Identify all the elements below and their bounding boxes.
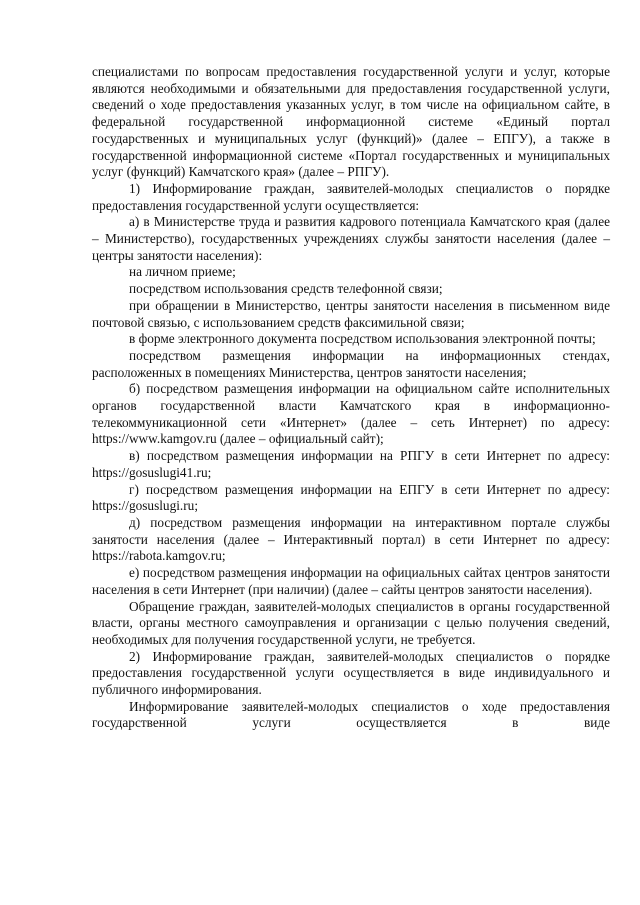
document-body [92,64,610,732]
paragraph: 2) Информирование граждан, заявителей-молодых специалистов о порядке предоставления государственной услуги осуществляется в виде индивидуального и публичного информирования. [92,648,610,698]
paragraph: посредством размещения информации на информационных стендах, расположенных в помещениях Министерства, центров занятости населения; [92,347,610,380]
paragraph: специалистами по вопросам предоставления государственной услуги и услуг, которые являются необходимыми и обязательными для предоставления государственной услуги, сведений о ходе предоставления указанных услуг, в том числе на официальном сайте, в федеральной государственной информационной системе «Единый портал государственных и муниципальных услуг (функций)» (далее – ЕПГУ), а также в государственной информационной системе «Портал государственных и муниципальных услуг (функций) Камчатского края» (далее – РПГУ). [92,64,610,180]
paragraph: Обращение граждан, заявителей-молодых специалистов в органы государственной власти, органы местного самоуправления и организации с целью получения сведений, необходимых для получения государственной услуги, не требуется. [92,598,610,647]
paragraph: при обращении в Министерство, центры занятости населения в письменном виде почтовой связью, с использованием средств факсимильной связи; [92,297,610,330]
paragraph: е) посредством размещения информации на официальных сайтах центров занятости населения в сети Интернет (при наличии) (далее – сайты центров занятости населения). [92,565,610,597]
paragraph: б) посредством размещения информации на официальном сайте исполнительных органов государственной власти Камчатского края в информационно-телекоммуникационной сети «Интернет» (далее – сеть Интернет) по адресу: https://www.kamgov.ru (далее – официальный сайт); [92,381,610,447]
paragraph: посредством использования средств телефонной связи; [129,281,443,297]
paragraph: Информирование заявителей-молодых специалистов о ходе предоставления государственной услуги осуществляется в виде [92,698,610,731]
paragraph: в) посредством размещения информации на РПГУ в сети Интернет по адресу: https://gosuslugi41.ru; [92,448,610,480]
paragraph: 1) Информирование граждан, заявителей-молодых специалистов о порядке предоставления государственной услуги осуществляется: [92,180,610,213]
paragraph: на личном приеме; [129,264,236,280]
paragraph: а) в Министерстве труда и развития кадрового потенциала Камчатского края (далее – Министерство), государственных учреждениях службы занятости населения (далее – центры занятости населения): [92,214,610,263]
paragraph: г) посредством размещения информации на ЕПГУ в сети Интернет по адресу: https://gosuslugi.ru; [92,481,610,514]
paragraph: в форме электронного документа посредством использования электронной почты; [129,331,596,347]
paragraph: д) посредством размещения информации на интерактивном портале службы занятости населения (далее – Интерактивный портал) в сети Интернет по адресу: https://rabota.kamgov.ru; [92,514,610,564]
